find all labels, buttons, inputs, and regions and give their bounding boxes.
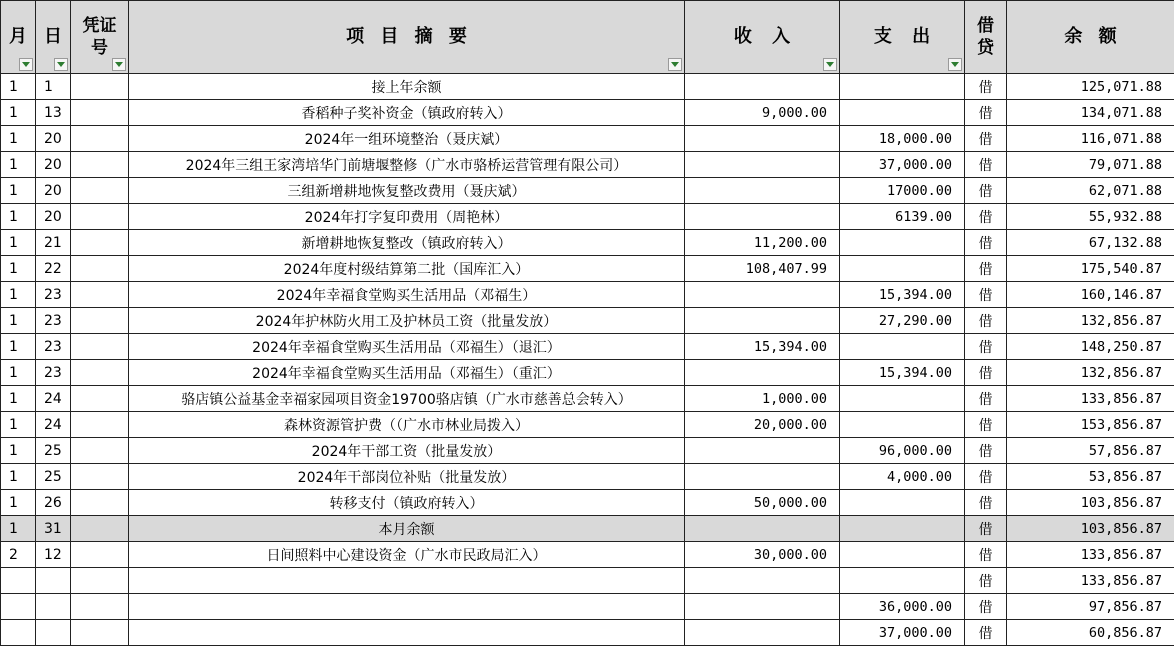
cell-direction[interactable]: 借 [965,620,1007,646]
cell-voucher[interactable] [71,308,129,334]
cell-expense[interactable] [840,568,965,594]
cell-direction[interactable]: 借 [965,282,1007,308]
cell-balance[interactable]: 148,250.87 [1007,334,1174,360]
table-row[interactable] [1,126,1174,152]
chevron-down-icon [951,62,959,67]
cell-day[interactable]: 25 [36,438,71,464]
cell-summary[interactable] [129,620,685,646]
cell-balance[interactable]: 153,856.87 [1007,412,1174,438]
cell-month[interactable]: 1 [1,282,36,308]
cell-day[interactable]: 31 [36,516,71,542]
cell-expense[interactable] [840,230,965,256]
cell-income[interactable] [685,594,840,620]
cell-income[interactable] [685,516,840,542]
cell-direction[interactable]: 借 [965,594,1007,620]
cell-summary[interactable] [129,568,685,594]
header-voucher-label: 凭证号 [82,16,117,58]
cell-balance[interactable]: 97,856.87 [1007,594,1174,620]
cell-balance[interactable]: 103,856.87 [1007,516,1174,542]
chevron-down-icon [22,62,30,67]
header-expense [840,1,965,74]
cell-balance[interactable]: 53,856.87 [1007,464,1174,490]
cell-day[interactable]: 23 [36,308,71,334]
header-direction-label: 借贷 [977,16,994,58]
cell-direction[interactable]: 借 [965,438,1007,464]
cell-balance[interactable]: 116,071.88 [1007,126,1174,152]
cell-expense[interactable] [840,334,965,360]
cell-expense[interactable] [840,542,965,568]
cell-balance[interactable]: 133,856.87 [1007,386,1174,412]
header-expense-label: 支 出 [873,26,931,47]
cell-expense[interactable] [840,100,965,126]
cell-day[interactable]: 21 [36,230,71,256]
cell-voucher[interactable] [71,464,129,490]
cell-month[interactable]: 1 [1,490,36,516]
filter-dropdown-month[interactable] [19,58,33,71]
cell-balance[interactable]: 133,856.87 [1007,542,1174,568]
cell-day[interactable]: 20 [36,126,71,152]
cell-summary[interactable]: 2024年幸福食堂购买生活用品（邓福生） [129,282,685,308]
cell-day[interactable]: 20 [36,152,71,178]
cell-summary[interactable]: 新增耕地恢复整改（镇政府转入） [129,230,685,256]
cell-direction[interactable]: 借 [965,334,1007,360]
table-row[interactable] [1,152,1174,178]
cell-expense[interactable] [840,256,965,282]
table-row[interactable] [1,516,1174,542]
cell-direction[interactable]: 借 [965,100,1007,126]
cell-month[interactable]: 1 [1,386,36,412]
cell-expense[interactable]: 15,394.00 [840,282,965,308]
cell-month[interactable]: 1 [1,126,36,152]
chevron-down-icon [115,62,123,67]
cell-income[interactable] [685,464,840,490]
cell-balance[interactable]: 160,146.87 [1007,282,1174,308]
cell-month[interactable]: 1 [1,178,36,204]
cell-summary[interactable]: 2024年护林防火用工及护林员工资（批量发放） [129,308,685,334]
cell-expense[interactable] [840,74,965,100]
cell-balance[interactable]: 55,932.88 [1007,204,1174,230]
cell-expense[interactable]: 36,000.00 [840,594,965,620]
cell-income[interactable]: 20,000.00 [685,412,840,438]
cell-month[interactable]: 1 [1,152,36,178]
cell-day[interactable]: 22 [36,256,71,282]
cell-income[interactable] [685,438,840,464]
cell-balance[interactable]: 79,071.88 [1007,152,1174,178]
cell-direction[interactable]: 借 [965,516,1007,542]
cell-day[interactable]: 24 [36,386,71,412]
cell-voucher[interactable] [71,594,129,620]
cell-balance[interactable]: 134,071.88 [1007,100,1174,126]
cell-direction[interactable]: 借 [965,568,1007,594]
cell-month[interactable] [1,568,36,594]
cell-direction[interactable]: 借 [965,308,1007,334]
cell-summary[interactable]: 香稻种子奖补资金（镇政府转入） [129,100,685,126]
cell-month[interactable]: 1 [1,334,36,360]
chevron-down-icon [671,62,679,67]
filter-dropdown-voucher[interactable] [112,58,126,71]
table-row[interactable] [1,438,1174,464]
cell-voucher[interactable] [71,516,129,542]
header-income [685,1,840,74]
cell-balance[interactable]: 103,856.87 [1007,490,1174,516]
cell-income[interactable]: 11,200.00 [685,230,840,256]
cell-month[interactable]: 2 [1,542,36,568]
cell-balance[interactable]: 132,856.87 [1007,360,1174,386]
cell-month[interactable]: 1 [1,230,36,256]
cell-day[interactable]: 1 [36,74,71,100]
cell-month[interactable]: 1 [1,412,36,438]
cell-voucher[interactable] [71,386,129,412]
cell-day[interactable] [36,568,71,594]
table-row[interactable] [1,568,1174,594]
cell-expense[interactable] [840,412,965,438]
cell-month[interactable]: 1 [1,438,36,464]
cell-voucher[interactable] [71,282,129,308]
cell-summary[interactable]: 2024年干部工资（批量发放） [129,438,685,464]
cell-expense[interactable]: 15,394.00 [840,360,965,386]
cell-day[interactable]: 12 [36,542,71,568]
cell-voucher[interactable] [71,620,129,646]
table-row[interactable] [1,256,1174,282]
cell-month[interactable]: 1 [1,464,36,490]
cell-voucher[interactable] [71,204,129,230]
cell-voucher[interactable] [71,126,129,152]
cell-day[interactable]: 25 [36,464,71,490]
cell-expense[interactable]: 37,000.00 [840,152,965,178]
cell-voucher[interactable] [71,542,129,568]
cell-summary[interactable]: 2024年干部岗位补贴（批量发放） [129,464,685,490]
cell-income[interactable] [685,568,840,594]
cell-expense[interactable]: 17000.00 [840,178,965,204]
cell-month[interactable] [1,594,36,620]
chevron-down-icon [57,62,65,67]
table-row[interactable] [1,386,1174,412]
cell-direction[interactable]: 借 [965,126,1007,152]
cell-day[interactable]: 24 [36,412,71,438]
header-summary-label: 项 目 摘 要 [346,26,467,47]
table-row[interactable] [1,334,1174,360]
cell-income[interactable] [685,74,840,100]
cell-direction[interactable]: 借 [965,360,1007,386]
cell-balance[interactable]: 132,856.87 [1007,308,1174,334]
cell-summary[interactable]: 2024年幸福食堂购买生活用品（邓福生）（重汇） [129,360,685,386]
cell-income[interactable] [685,308,840,334]
cell-day[interactable]: 20 [36,178,71,204]
header-row [1,1,1174,74]
cell-income[interactable]: 30,000.00 [685,542,840,568]
cell-voucher[interactable] [71,74,129,100]
cell-month[interactable]: 1 [1,256,36,282]
cell-income[interactable] [685,178,840,204]
cell-voucher[interactable] [71,334,129,360]
cell-direction[interactable]: 借 [965,178,1007,204]
cell-day[interactable]: 23 [36,282,71,308]
cell-voucher[interactable] [71,100,129,126]
cell-month[interactable]: 1 [1,360,36,386]
cell-income[interactable] [685,126,840,152]
cell-balance[interactable]: 57,856.87 [1007,438,1174,464]
cell-day[interactable] [36,594,71,620]
header-balance-label: 余 额 [1064,26,1117,47]
cell-summary[interactable]: 本月余额 [129,516,685,542]
cell-month[interactable]: 1 [1,74,36,100]
cell-voucher[interactable] [71,412,129,438]
cell-day[interactable]: 23 [36,334,71,360]
cell-voucher[interactable] [71,256,129,282]
table-row[interactable] [1,542,1174,568]
ledger-body [1,74,1174,646]
cell-day[interactable]: 13 [36,100,71,126]
table-row[interactable] [1,464,1174,490]
cell-month[interactable]: 1 [1,516,36,542]
table-row[interactable] [1,178,1174,204]
cell-balance[interactable]: 125,071.88 [1007,74,1174,100]
cell-month[interactable]: 1 [1,204,36,230]
table-row[interactable] [1,412,1174,438]
table-row[interactable] [1,74,1174,100]
header-voucher [71,1,129,74]
cell-direction[interactable]: 借 [965,412,1007,438]
cell-summary[interactable]: 2024年打字复印费用（周艳林） [129,204,685,230]
cell-direction[interactable]: 借 [965,542,1007,568]
header-day [36,1,71,74]
cell-income[interactable] [685,360,840,386]
filter-dropdown-day[interactable] [54,58,68,71]
cell-expense[interactable]: 37,000.00 [840,620,965,646]
cell-direction[interactable]: 借 [965,152,1007,178]
cell-voucher[interactable] [71,230,129,256]
cell-month[interactable]: 1 [1,100,36,126]
header-income-label: 收 入 [733,26,791,47]
cell-direction[interactable]: 借 [965,490,1007,516]
cell-summary[interactable]: 2024年度村级结算第二批（国库汇入） [129,256,685,282]
cell-expense[interactable]: 6139.00 [840,204,965,230]
cell-summary[interactable]: 日间照料中心建设资金（广水市民政局汇入） [129,542,685,568]
cell-income[interactable]: 1,000.00 [685,386,840,412]
table-row[interactable] [1,360,1174,386]
cell-summary[interactable]: 2024年三组王家湾培华门前塘堰整修（广水市骆桥运营管理有限公司） [129,152,685,178]
cell-day[interactable]: 20 [36,204,71,230]
cell-day[interactable] [36,620,71,646]
cell-balance[interactable]: 60,856.87 [1007,620,1174,646]
cell-income[interactable]: 9,000.00 [685,100,840,126]
table-row[interactable] [1,308,1174,334]
cell-expense[interactable] [840,386,965,412]
table-row[interactable] [1,620,1174,646]
table-row[interactable] [1,490,1174,516]
cell-direction[interactable]: 借 [965,74,1007,100]
cell-income[interactable] [685,204,840,230]
table-row[interactable] [1,282,1174,308]
cell-expense[interactable]: 27,290.00 [840,308,965,334]
cell-expense[interactable] [840,516,965,542]
cell-voucher[interactable] [71,438,129,464]
cell-voucher[interactable] [71,178,129,204]
cell-summary[interactable]: 转移支付（镇政府转入） [129,490,685,516]
cell-summary[interactable]: 2024年一组环境整治（聂庆斌） [129,126,685,152]
cell-summary[interactable]: 三组新增耕地恢复整改费用（聂庆斌） [129,178,685,204]
cell-expense[interactable]: 96,000.00 [840,438,965,464]
cell-direction[interactable]: 借 [965,230,1007,256]
header-balance [1007,1,1174,74]
cell-summary[interactable]: 2024年幸福食堂购买生活用品（邓福生）（退汇） [129,334,685,360]
cell-voucher[interactable] [71,568,129,594]
cell-balance[interactable]: 175,540.87 [1007,256,1174,282]
cell-direction[interactable]: 借 [965,386,1007,412]
table-row[interactable] [1,230,1174,256]
cell-income[interactable]: 108,407.99 [685,256,840,282]
cell-direction[interactable]: 借 [965,464,1007,490]
header-summary [129,1,685,74]
cell-direction[interactable]: 借 [965,204,1007,230]
cell-summary[interactable] [129,594,685,620]
cell-balance[interactable]: 62,071.88 [1007,178,1174,204]
cell-balance[interactable]: 67,132.88 [1007,230,1174,256]
cell-summary[interactable]: 骆店镇公益基金幸福家园项目资金19700骆店镇（广水市慈善总会转入） [129,386,685,412]
table-row[interactable] [1,204,1174,230]
table-row[interactable] [1,594,1174,620]
header-day-label: 日 [44,26,62,47]
cell-summary[interactable]: 接上年余额 [129,74,685,100]
cell-income[interactable] [685,152,840,178]
cell-month[interactable]: 1 [1,308,36,334]
cell-income[interactable]: 50,000.00 [685,490,840,516]
filter-dropdown-summary[interactable] [668,58,682,71]
cell-income[interactable] [685,282,840,308]
cell-direction[interactable]: 借 [965,256,1007,282]
cell-expense[interactable]: 18,000.00 [840,126,965,152]
cell-voucher[interactable] [71,490,129,516]
cell-income[interactable] [685,620,840,646]
cell-income[interactable]: 15,394.00 [685,334,840,360]
filter-dropdown-income[interactable] [823,58,837,71]
chevron-down-icon [826,62,834,67]
header-direction [965,1,1007,74]
cell-voucher[interactable] [71,152,129,178]
cell-balance[interactable]: 133,856.87 [1007,568,1174,594]
cell-expense[interactable]: 4,000.00 [840,464,965,490]
filter-dropdown-expense[interactable] [948,58,962,71]
cell-voucher[interactable] [71,360,129,386]
cell-expense[interactable] [840,490,965,516]
cell-month[interactable] [1,620,36,646]
cell-day[interactable]: 26 [36,490,71,516]
header-month-label: 月 [9,26,27,47]
header-month [1,1,36,74]
cell-summary[interactable]: 森林资源管护费（（广水市林业局拨入） [129,412,685,438]
table-row[interactable] [1,100,1174,126]
cell-day[interactable]: 23 [36,360,71,386]
